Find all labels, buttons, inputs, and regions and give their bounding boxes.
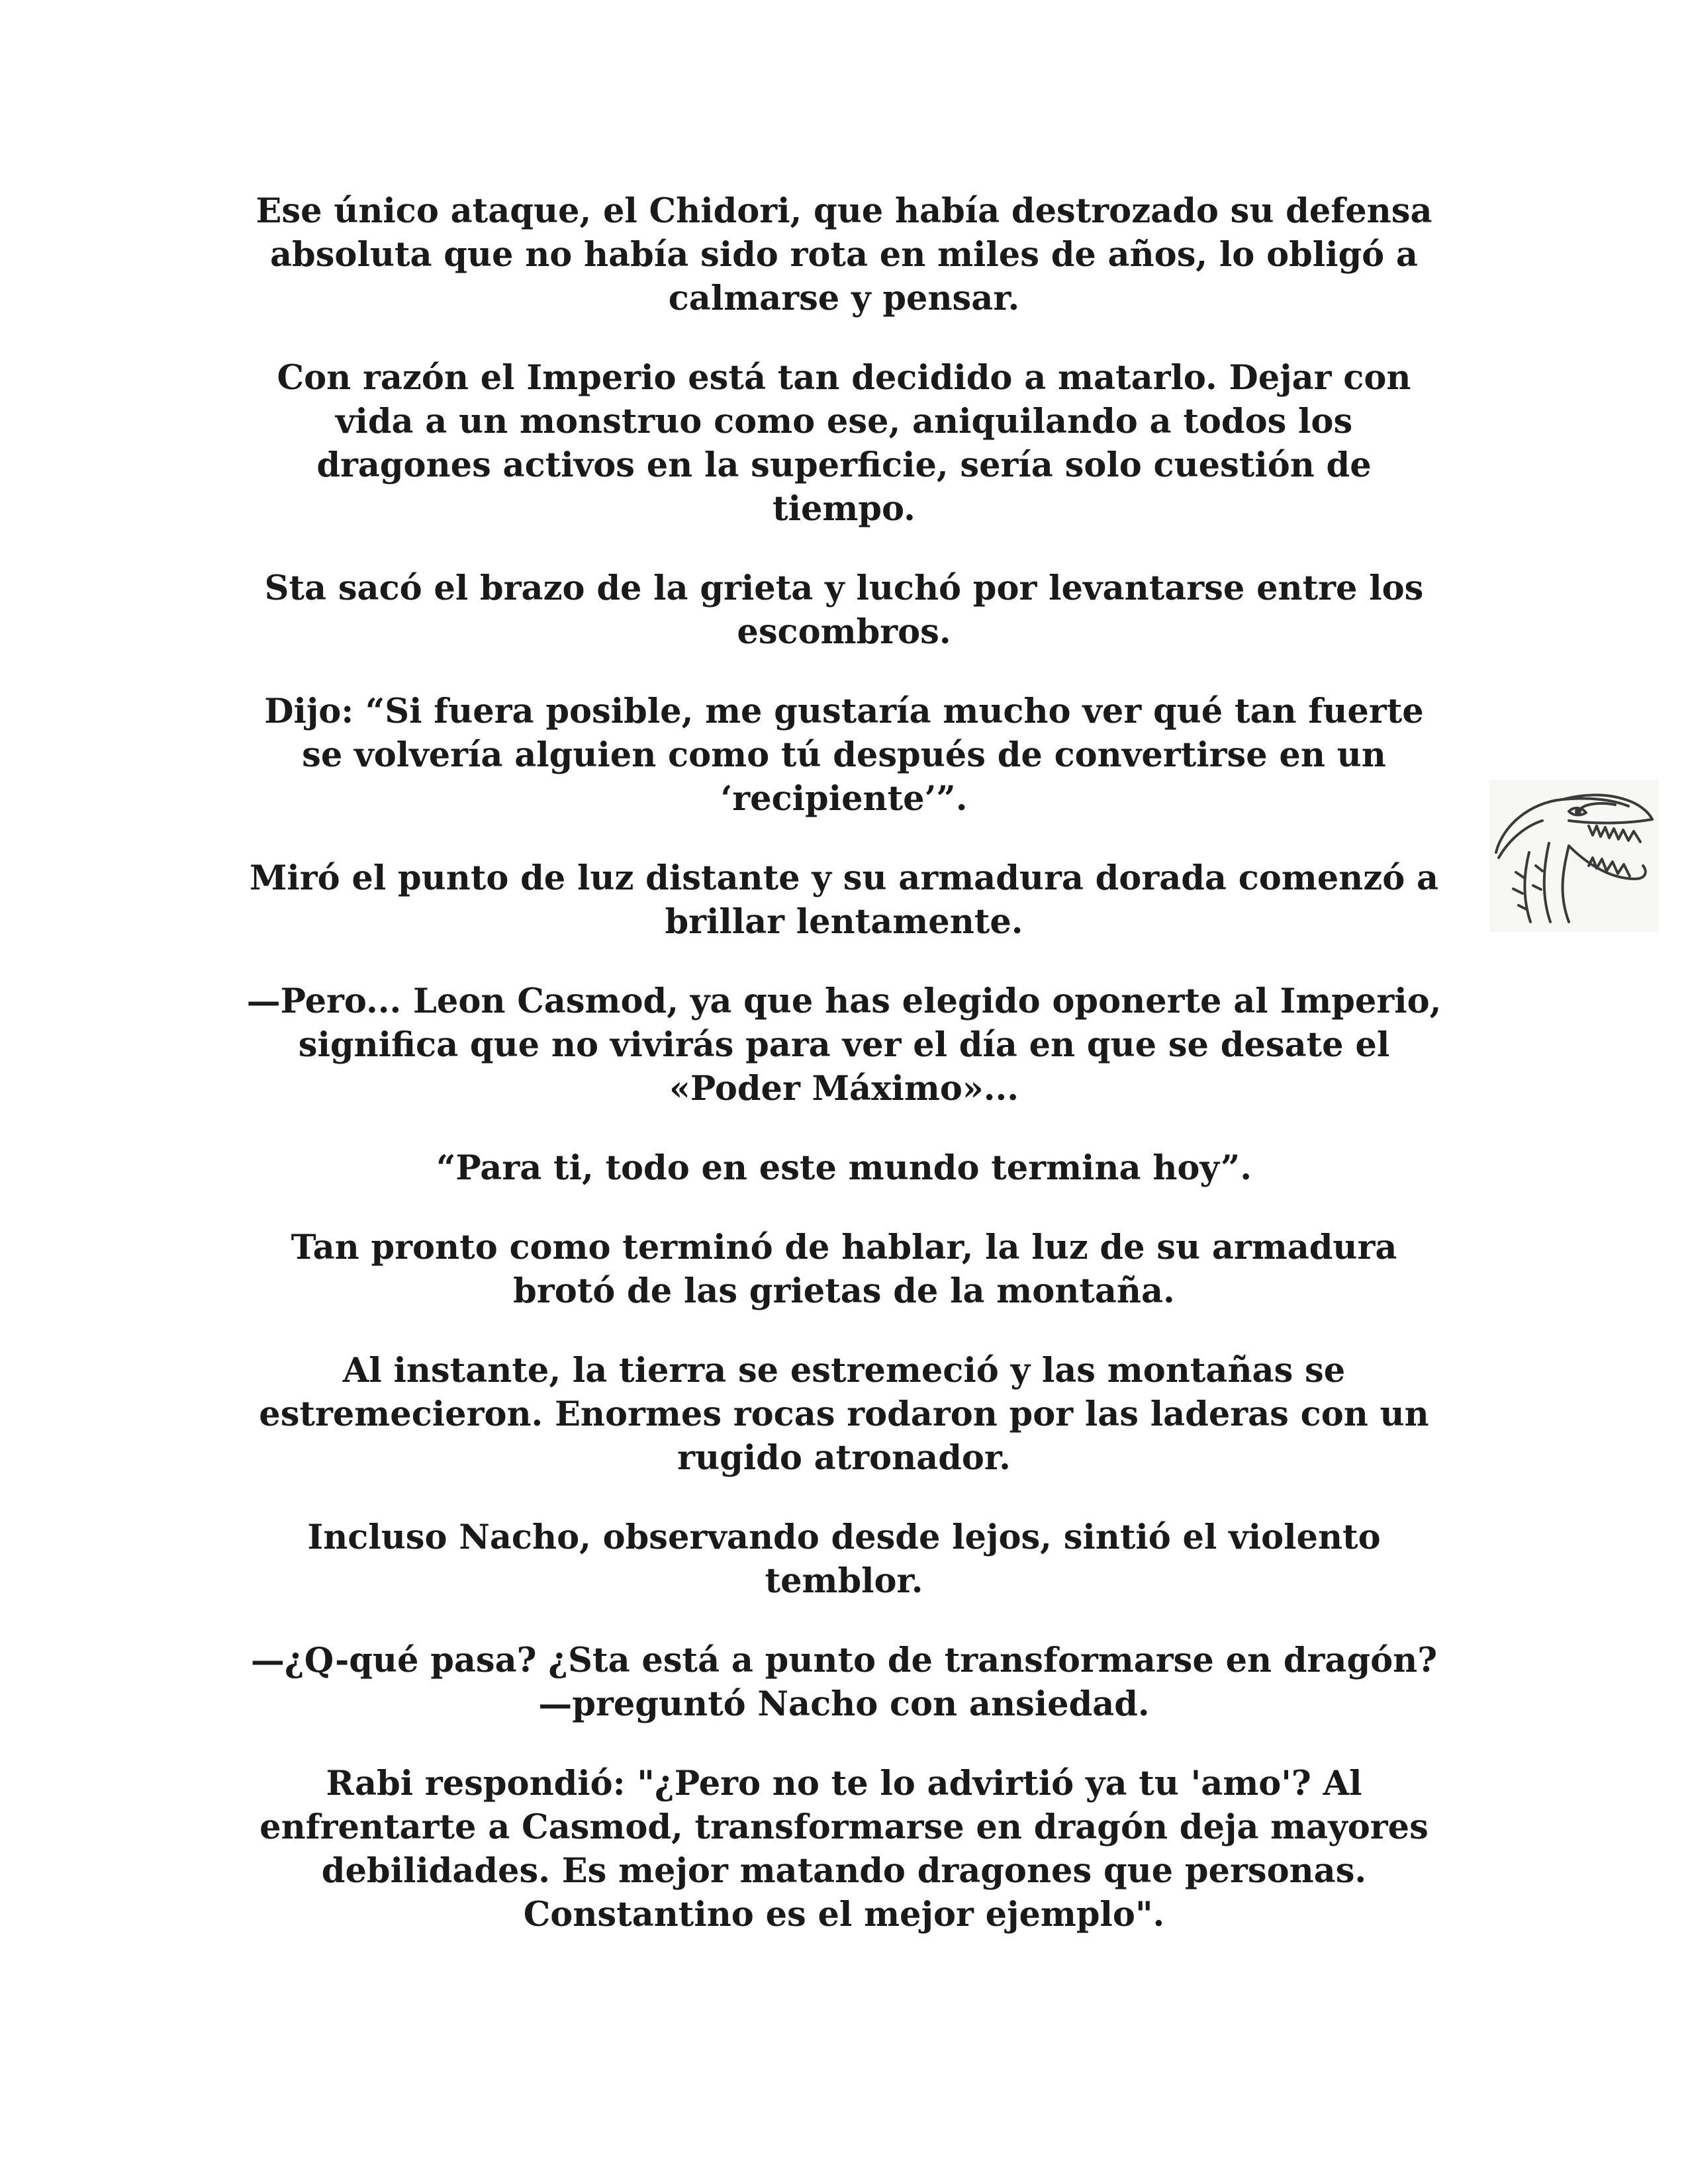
paragraph-9	[225, 1349, 1463, 1480]
text-line: escombros.	[737, 612, 951, 652]
text-line: absoluta que no había sido rota en miles de años, lo obligó a	[270, 235, 1418, 275]
paragraph-8	[225, 1226, 1463, 1313]
text-line: temblor.	[765, 1561, 923, 1601]
text-line: tiempo.	[773, 489, 915, 529]
text-line: —preguntó Nacho con ansiedad.	[538, 1684, 1150, 1724]
text-line: brillar lentamente.	[665, 902, 1023, 942]
text-line: Con razón el Imperio está tan decidido a matarlo. Dejar con	[277, 358, 1411, 398]
text-line: —Pero... Leon Casmod, ya que has elegido oponerte al Imperio,	[246, 981, 1442, 1021]
text-line: Ese único ataque, el Chidori, que había destrozado su defensa	[256, 191, 1432, 231]
text-line: vida a un monstruo como ese, aniquilando a todos los	[335, 402, 1353, 441]
text-line: enfrentarte a Casmod, transformarse en dragón deja mayores	[259, 1807, 1429, 1847]
text-line: calmarse y pensar.	[668, 279, 1020, 318]
text-line: Sta sacó el brazo de la grieta y luchó por levantarse entre los	[264, 569, 1424, 608]
text-line: Rabi respondió: "¿Pero no te lo advirtió ya tu 'amo'? Al	[326, 1764, 1362, 1803]
text-line: brotó de las grietas de la montaña.	[513, 1271, 1175, 1311]
paragraph-12	[225, 1762, 1463, 1936]
text-line: estremecieron. Enormes rocas rodaron por las laderas con un	[259, 1394, 1429, 1434]
paragraph-6	[225, 979, 1463, 1111]
text-line: Incluso Nacho, observando desde lejos, sintió el violento	[307, 1518, 1381, 1557]
text-line: dragones activos en la superficie, sería solo cuestión de	[316, 445, 1372, 485]
paragraph-4	[225, 690, 1463, 821]
paragraph-1	[225, 189, 1463, 320]
text-line: Miró el punto de luz distante y su armadura dorada comenzó a	[249, 858, 1439, 898]
text-line: «Poder Máximo»...	[669, 1069, 1019, 1109]
paragraph-3	[225, 567, 1463, 654]
text-line: Constantino es el mejor ejemplo".	[523, 1895, 1165, 1934]
text-line: debilidades. Es mejor matando dragones que personas.	[321, 1851, 1367, 1891]
text-line: “Para ti, todo en este mundo termina hoy”.	[436, 1148, 1252, 1188]
text-line: significa que no vivirás para ver el día en que se desate el	[298, 1025, 1390, 1065]
text-line: ‘recipiente’”.	[720, 779, 968, 819]
text-line: Dijo: “Si fuera posible, me gustaría mucho ver qué tan fuerte	[264, 692, 1424, 731]
text-line: Al instante, la tierra se estremeció y las montañas se	[342, 1351, 1346, 1390]
text-line: se volvería alguien como tú después de convertirse en un	[302, 735, 1386, 775]
paragraph-2	[225, 356, 1463, 531]
paragraph-7	[225, 1146, 1463, 1190]
text-line: —¿Q-qué pasa? ¿Sta está a punto de transformarse en dragón?	[250, 1641, 1438, 1680]
text-line: Tan pronto como terminó de hablar, la luz de su armadura	[291, 1228, 1397, 1267]
paragraph-5	[225, 856, 1463, 944]
text-line: rugido atronador.	[677, 1438, 1011, 1478]
dinosaur-head-sketch-icon	[1489, 780, 1659, 932]
document-body	[225, 189, 1463, 1972]
paragraph-10	[225, 1516, 1463, 1603]
paragraph-11	[225, 1639, 1463, 1726]
